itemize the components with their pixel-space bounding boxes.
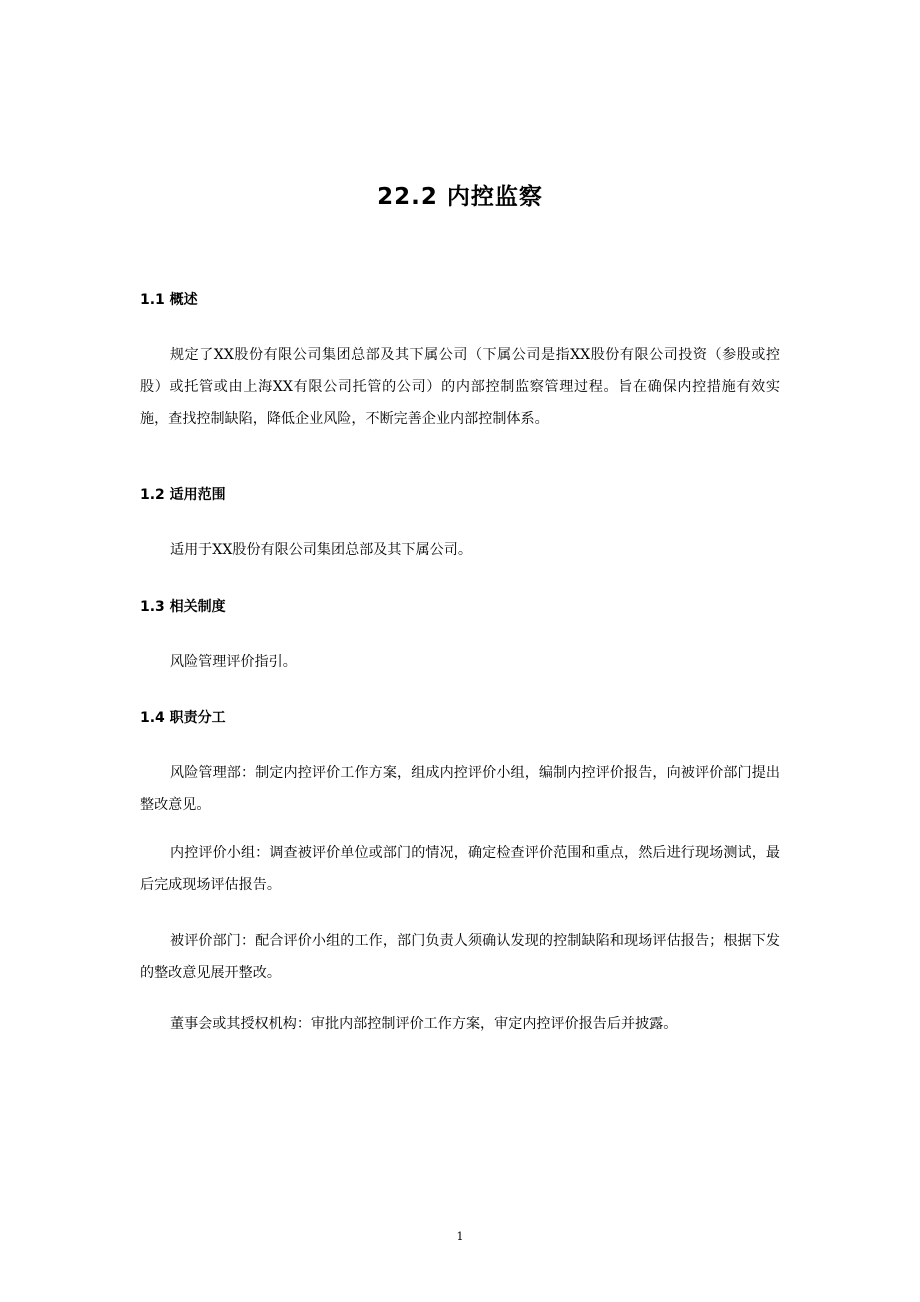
section-heading-overview: 1.1 概述 xyxy=(140,292,198,308)
scope-paragraph: 适用于XX股份有限公司集团总部及其下属公司。 xyxy=(170,542,472,558)
document-title: 22.2 内控监察 xyxy=(377,184,543,210)
section-heading-scope: 1.2 适用范围 xyxy=(140,487,226,503)
overview-paragraph: 规定了XX股份有限公司集团总部及其下属公司（下属公司是指XX股份有限公司投资（参股或控股）或托管或由上海XX有限公司托管的公司）的内部控制监察管理过程。旨在确保内控措施有效实施，查找控制缺陷，降低企业风险，不断完善企业内部控制体系。 xyxy=(140,347,780,427)
related-policies-paragraph: 风险管理评价指引。 xyxy=(170,654,297,670)
section-heading-responsibilities: 1.4 职责分工 xyxy=(140,710,226,726)
responsibility-evaluation-team: 内控评价小组：调查被评价单位或部门的情况，确定检查评价范围和重点，然后进行现场测试，最后完成现场评估报告。 xyxy=(140,845,780,893)
section-heading-related-policies: 1.3 相关制度 xyxy=(140,599,226,615)
responsibility-board: 董事会或其授权机构：审批内部控制评价工作方案，审定内控评价报告后并披露。 xyxy=(170,1016,678,1032)
page-number: 1 xyxy=(456,1230,464,1243)
responsibility-evaluated-dept: 被评价部门：配合评价小组的工作，部门负责人须确认发现的控制缺陷和现场评估报告；根据下发的整改意见展开整改。 xyxy=(140,933,780,981)
responsibility-risk-management-dept: 风险管理部：制定内控评价工作方案，组成内控评价小组，编制内控评价报告，向被评价部门提出整改意见。 xyxy=(140,765,780,813)
